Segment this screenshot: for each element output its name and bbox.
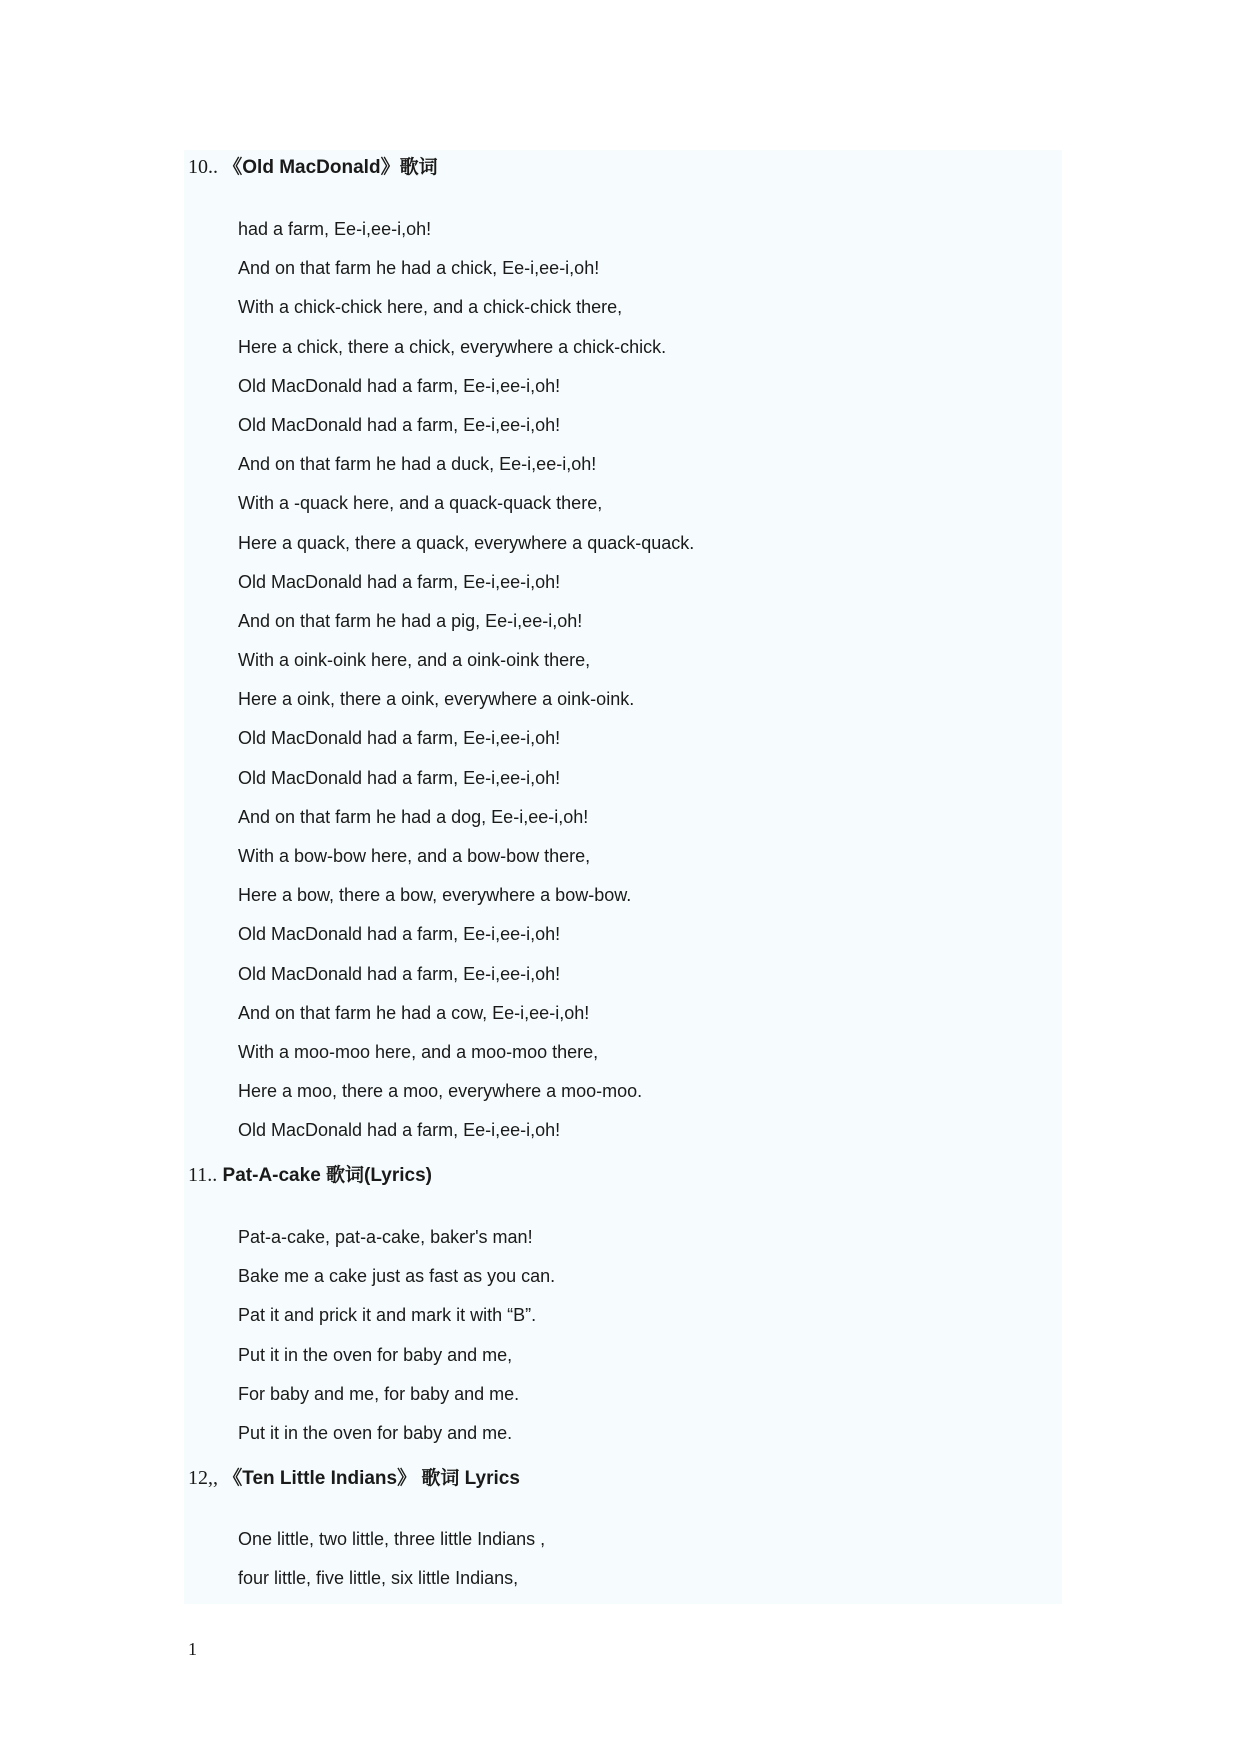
lyric-line: With a bow-bow here, and a bow-bow there, bbox=[238, 846, 591, 866]
section-number: 11.. bbox=[188, 1164, 218, 1186]
lyric-line: With a -quack here, and a quack-quack there, bbox=[238, 493, 603, 514]
lyric-line: Here a oink, there a oink, everywhere a oink-oink. bbox=[238, 689, 635, 710]
lyric-line: Here a chick, there a chick, everywhere a chick-chick. bbox=[238, 336, 667, 357]
lyric-line: One little, two little, three little Indians , bbox=[238, 1529, 546, 1549]
section-number: 10.. bbox=[188, 156, 218, 178]
lyric-line: Old MacDonald had a farm, Ee-i,ee-i,oh! bbox=[238, 375, 561, 396]
lyric-line: Here a moo, there a moo, everywhere a moo-moo. bbox=[238, 1081, 643, 1102]
lyric-line: And on that farm he had a pig, Ee-i,ee-i,oh! bbox=[238, 610, 583, 631]
page-number: 1 bbox=[188, 1639, 197, 1659]
section-number: 12,, bbox=[188, 1467, 218, 1489]
lyrics-pat-a-cake bbox=[238, 1225, 555, 1460]
lyrics-old-macdonald bbox=[238, 217, 694, 1158]
lyric-line: And on that farm he had a duck, Ee-i,ee-i,oh! bbox=[238, 454, 597, 475]
lyric-line: With a oink-oink here, and a oink-oink there, bbox=[238, 650, 591, 671]
lyric-line: With a moo-moo here, and a moo-moo there, bbox=[238, 1041, 599, 1062]
section-title-old-macdonald bbox=[188, 155, 438, 180]
section-title-pat-a-cake bbox=[188, 1163, 432, 1188]
lyric-line: Old MacDonald had a farm, Ee-i,ee-i,oh! bbox=[238, 414, 561, 435]
section-heading: Pat-A-cake 歌词(Lyrics) bbox=[217, 1165, 432, 1186]
lyric-line: With a chick-chick here, and a chick-chick there, bbox=[238, 297, 623, 318]
lyric-line: four little, five little, six little Indians, bbox=[238, 1568, 519, 1589]
lyric-line: Old MacDonald had a farm, Ee-i,ee-i,oh! bbox=[238, 1120, 561, 1141]
lyrics-ten-little-indians bbox=[238, 1527, 545, 1605]
lyric-line: Put it in the oven for baby and me. bbox=[238, 1422, 513, 1443]
lyric-line: had a farm, Ee-i,ee-i,oh! bbox=[238, 219, 432, 239]
lyric-line: Old MacDonald had a farm, Ee-i,ee-i,oh! bbox=[238, 767, 561, 788]
lyric-line: And on that farm he had a cow, Ee-i,ee-i,oh! bbox=[238, 1002, 590, 1023]
section-title-ten-little-indians bbox=[188, 1466, 520, 1491]
lyric-line: Bake me a cake just as fast as you can. bbox=[238, 1266, 556, 1287]
lyric-line: Here a bow, there a bow, everywhere a bow-bow. bbox=[238, 885, 632, 906]
lyric-line: Old MacDonald had a farm, Ee-i,ee-i,oh! bbox=[238, 728, 561, 749]
lyric-line: Put it in the oven for baby and me, bbox=[238, 1344, 513, 1365]
lyric-line: Pat it and prick it and mark it with “B”. bbox=[238, 1305, 537, 1326]
lyric-line: Old MacDonald had a farm, Ee-i,ee-i,oh! bbox=[238, 963, 561, 984]
lyric-line: And on that farm he had a chick, Ee-i,ee-i,oh! bbox=[238, 258, 600, 279]
lyric-line: For baby and me, for baby and me. bbox=[238, 1383, 520, 1404]
lyric-line: Old MacDonald had a farm, Ee-i,ee-i,oh! bbox=[238, 571, 561, 592]
section-heading: 《Ten Little Indians》 歌词 Lyrics bbox=[218, 1468, 520, 1489]
lyric-line: And on that farm he had a dog, Ee-i,ee-i,oh! bbox=[238, 806, 589, 827]
section-heading: 《Old MacDonald》歌词 bbox=[218, 157, 438, 178]
lyric-line: Old MacDonald had a farm, Ee-i,ee-i,oh! bbox=[238, 924, 561, 945]
lyric-line: Pat-a-cake, pat-a-cake, baker's man! bbox=[238, 1227, 533, 1247]
lyric-line: Here a quack, there a quack, everywhere a quack-quack. bbox=[238, 532, 695, 553]
